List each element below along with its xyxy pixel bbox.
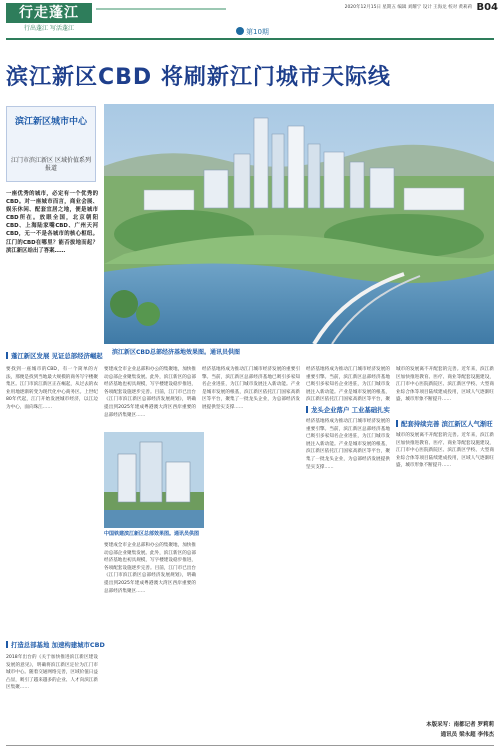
section-title: 行走蓬江 [6,3,92,23]
headline: 滨江新区CBD 将刷新江门城市天际线 [6,65,391,90]
hero-rendering-image [104,104,494,344]
byline [392,720,494,742]
masthead-rule [6,38,494,40]
subhead-2: 打造总部基地 加速构建城市CBD [6,641,105,650]
subhead-4: 配套持续完善 滨江新区人气渐旺 [396,420,493,429]
series-box [6,106,96,182]
lead-paragraph: 一座优秀的城市，必定有一个优秀的CBD。对一座城市而言，商业会展、娱乐休闲、配套宜居之地，便是城市CBD所在。放眼全国，北京朝阳CBD、上海陆家嘴CBD、广州天河CBD，无一不是各城市的核心枢纽。江门的CBD在哪里？能否拔地而起？滨江新区给出了答案…… [6,191,98,254]
body-column-2b: 要建成全市企业总部和办公的集聚地，加快推动总部企业聚集发展。此外，滨江新区的总部经济基地也初具规模，写字楼建设稳步推进，各项配套设施逐步完善。目前，江门市已出台《江门市滨江新区总部经济发展规划》，明确提出到2025年建成粤港澳大湾区西岸重要的总部经济集聚区…… [104,543,196,594]
body-column-4a: 经济基地将成为推动江门城市经济发展的重要引擎。当前，滨江新区总部经济基地已吸引多家知名企业进驻，为江门城市发展注入新动能。产业是城市发展的根基，滨江新区依托江门国家高新区等平台，聚 [306,367,390,403]
masthead-decoration [96,8,226,10]
body-column-1: 要找到一座城市的CBD，有一个简单的方法，那便是找到当地最大规模的商务写字楼聚集区。江门市滨江新区正在崛起，从过去的农业用地逐渐转变为现代化中心商务区。上世纪80年代起，江门开始发展城市经济，以江边为中心，面向珠江…… [6,367,98,410]
reporter-credit: 本版采写：南都记者 罗莉莉 [426,722,494,728]
subhead-3: 龙头企业落户 工业基础扎实 [306,406,390,415]
series-subtitle: 江门市滨江新区 区域价值系列报道 [11,157,91,172]
body-column-5a: 城市的发展离不开配套的完善。近年来，滨江新区加快推进教育、医疗、商业等配套设施建设，江门市中心医院新院区、滨江新区学校、大型商业综合体等项目陆续建成投用，区域人气逐渐旺盛，城市形象不断提升…… [396,367,494,403]
issue-badge: 第10期 [236,27,269,37]
date-editor-line: 2020年12月15日 星期五 编辑 刘耀宁 设计 王海龙 校对 黄莉莉 [344,5,472,10]
body-column-2a: 要建成全市企业总部和办公的集聚地，加快推动总部企业聚集发展。此外，滨江新区的总部经济基地也初具规模，写字楼建设稳步推进，各项配套设施逐步完善。目前，江门市已出台《江门市滨江新区总部经济发展规划》，明确提出到2025年建成粤港澳大湾区西岸重要的总部经济集聚区…… [104,367,196,418]
body-column-3: 经济基地将成为推动江门城市经济发展的重要引擎。当前，滨江新区总部经济基地已吸引多家知名企业进驻，为江门城市发展注入新动能。产业是城市发展的根基，滨江新区依托江门国家高新区等平台，聚集了一批龙头企业，为总部经济发展提供坚实支撑…… [202,367,300,410]
page-number: B04 [476,2,498,13]
small-rendering-image [104,432,204,528]
correspondent-credit: 通讯员 梁永超 李伟杰 [440,732,494,738]
series-title: 滨江新区城市中心 [14,117,87,127]
section-tagline: 行出蓬江 写活蓬江 [24,25,74,32]
hero-caption: 滨江新区CBD总部经济基地效果图。通讯员供图 [112,349,240,356]
body-column-4b: 经济基地将成为推动江门城市经济发展的重要引擎。当前，滨江新区总部经济基地已吸引多家知名企业进驻，为江门城市发展注入新动能。产业是城市发展的根基，滨江新区依托江门国家高新区等平台，聚集了一批龙头企业，为总部经济发展提供坚实支撑…… [306,419,390,470]
body-column-1b: 2018年出台的《关于加快推进滨江新区建设发展的意见》，明确将滨江新区定位为江门市城市中心。随着交通网络完善，区域价值日益凸显，吸引了越来越多的企业、人才向滨江新区集聚…… [6,655,98,691]
footer-rule [6,745,494,746]
masthead [0,0,500,40]
subhead-1: 蓬江新区发展 见证总部经济崛起 [6,352,103,361]
body-column-5b: 城市的发展离不开配套的完善。近年来，滨江新区加快推进教育、医疗、商业等配套设施建设，江门市中心医院新院区、滨江新区学校、大型商业综合体等项目陆续建成投用，区域人气逐渐旺盛，城市形象不断提升…… [396,433,494,469]
small-photo-caption: 中国铁建滨江新区总部效果图。通讯员供图 [104,531,200,537]
